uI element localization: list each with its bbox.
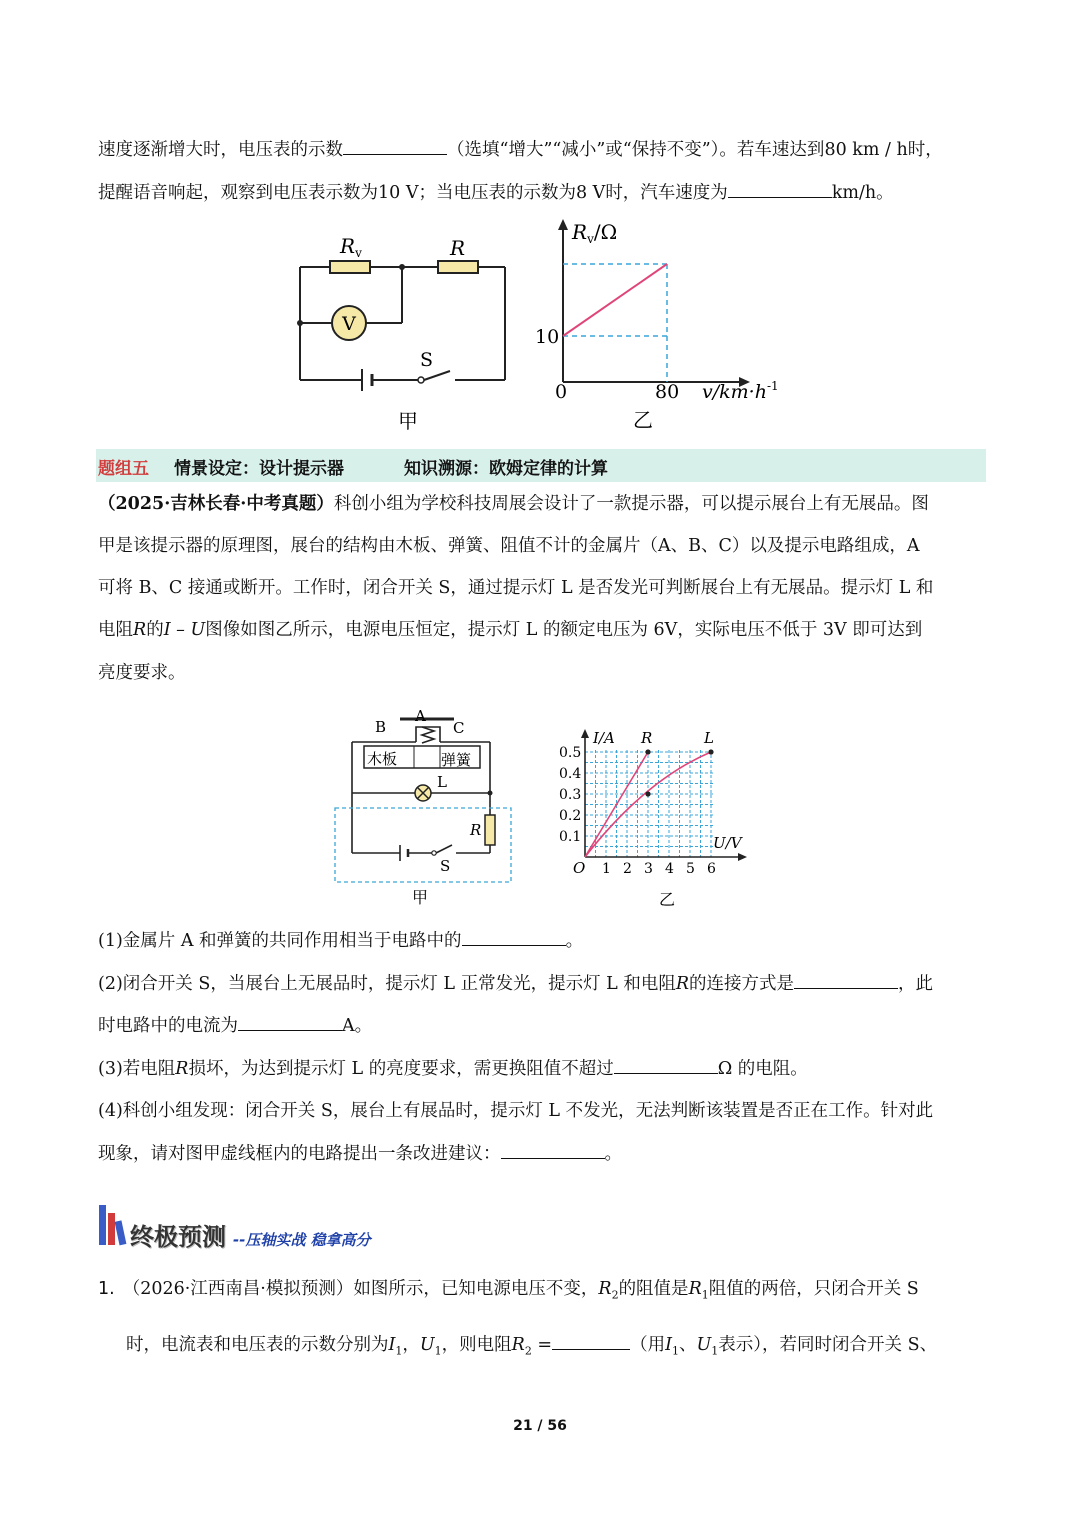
- question-1: [98, 920, 988, 962]
- stand-circuit-jia: [330, 705, 520, 910]
- figure-label: 甲: [398, 409, 418, 433]
- text: 图像如图乙所示，电源电压恒定，提示灯 L 的额定电压为 6V，实际电压不低于 3V 即可达到: [205, 620, 923, 640]
- answer-blank[interactable]: [728, 179, 832, 198]
- origin-label: 0: [555, 381, 568, 403]
- switch-contact: [432, 851, 436, 855]
- figure-label: 乙: [658, 890, 676, 909]
- question-4-line-2: [98, 1133, 988, 1175]
- text: 科创小组为学校科技周展会设计了一款提示器，可以提示展台上有无展品。图: [333, 494, 929, 514]
- text: 、: [679, 1335, 697, 1355]
- var-r2: $R_2$: [511, 1335, 532, 1358]
- var-r1: $R_1$: [688, 1279, 709, 1302]
- text: (3)若电阻: [98, 1059, 176, 1079]
- r-label: R: [450, 236, 466, 260]
- text: 损坏，为达到提示灯 L 的亮度要求，需更换阻值不超过: [188, 1059, 614, 1079]
- figure-label: 甲: [411, 888, 429, 907]
- y-tick-10: 10: [535, 326, 560, 348]
- text: 表示），若同时闭合开关 S、: [718, 1335, 938, 1355]
- lamp-label: L: [437, 773, 447, 791]
- var-i1: $I_1$: [388, 1335, 403, 1358]
- text: 时，: [907, 140, 943, 160]
- text: （2026·江西南昌·模拟预测）如图所示，已知电源电压不变，: [122, 1279, 599, 1299]
- resistor-rv: [330, 261, 370, 273]
- resistor-r: [485, 815, 495, 845]
- x-tick-label: 5: [686, 861, 695, 877]
- iu-graph-yi: [555, 725, 760, 910]
- junction-dot: [399, 264, 405, 270]
- text: 提醒语音响起，观察到电压表示数为: [98, 183, 378, 203]
- text: （选填“增大”“减小”或“保持不变”）。若车速达到: [447, 140, 825, 160]
- answer-blank[interactable]: [614, 1055, 718, 1074]
- intro-line-4: [98, 609, 988, 651]
- y-tick-label: 0.1: [559, 829, 582, 845]
- voltmeter-label: V: [342, 313, 356, 335]
- text: (1)金属片 A 和弹簧的共同作用相当于电路中的: [98, 931, 462, 951]
- text: 的: [146, 620, 164, 640]
- label-c: C: [453, 719, 465, 737]
- data-point: [645, 749, 650, 754]
- text: 。: [565, 931, 584, 951]
- var-r2: $R_2$: [598, 1279, 619, 1302]
- text: 速度逐渐增大时，电压表的示数: [98, 140, 343, 160]
- board-label: 木板: [367, 750, 398, 768]
- x-axis-arrow: [738, 853, 747, 861]
- y-axis-arrow: [581, 729, 589, 738]
- resistor-label: R: [470, 821, 482, 839]
- figure-label: 乙: [633, 408, 653, 432]
- data-point: [708, 749, 713, 754]
- var-r: R: [133, 620, 147, 640]
- x-tick-80: 80: [655, 381, 680, 403]
- text: km/h。: [831, 183, 894, 203]
- text: 10 V: [378, 183, 419, 203]
- answer-blank[interactable]: [462, 927, 566, 946]
- spring-label: 弹簧: [441, 751, 472, 769]
- x-axis-label: U/V: [713, 834, 742, 852]
- text: =: [531, 1335, 553, 1355]
- intro-line-5: 亮度要求。: [98, 663, 186, 683]
- rv-label: $R_v$: [340, 234, 362, 260]
- y-axis-label: I/A: [593, 729, 615, 747]
- x-tick-label: 3: [644, 861, 653, 877]
- x-tick-label: 2: [623, 861, 632, 877]
- text: Ω 的电阻。: [717, 1059, 808, 1079]
- origin-label: O: [573, 859, 586, 877]
- answer-blank[interactable]: [238, 1012, 342, 1031]
- scene-label: 情景设定：设计提示器: [174, 459, 344, 479]
- answer-blank[interactable]: [794, 970, 898, 989]
- text: ，此: [898, 974, 934, 994]
- text: 8 V: [575, 183, 606, 203]
- series-label-r: R: [641, 729, 653, 747]
- group-header-band: [96, 449, 986, 482]
- label-a: A: [415, 707, 426, 725]
- books-icon: [98, 1203, 134, 1247]
- intro-line-2: 甲是该提示器的原理图，展台的结构由木板、弹簧、阻值不计的金属片（A、B、C）以及提示电路组成，A: [98, 536, 920, 556]
- problem-1-line-1: [98, 1268, 988, 1317]
- x-tick-label: 6: [707, 861, 716, 877]
- question-3: [98, 1048, 988, 1090]
- resistor-r: [438, 261, 478, 273]
- problem-number: 1.: [98, 1279, 115, 1299]
- var-r: R: [675, 974, 690, 994]
- intro-line-1: [98, 483, 988, 525]
- text: A。: [342, 1016, 373, 1036]
- rv-line: [563, 264, 667, 336]
- text: 时，汽车速度为: [605, 183, 728, 203]
- var-u1: $U_1$: [419, 1335, 442, 1358]
- answer-blank[interactable]: [552, 1331, 630, 1350]
- text: 阻值的两倍，只闭合开关 S: [708, 1279, 919, 1299]
- page-number: 21 / 56: [513, 1418, 567, 1434]
- text: 。: [604, 1144, 622, 1164]
- text: 的阻值是: [618, 1279, 689, 1299]
- var-u1: $U_1$: [696, 1335, 719, 1358]
- answer-blank[interactable]: [343, 136, 447, 155]
- x-axis-label: $v/km\cdot h^{-1}$: [702, 379, 779, 403]
- y-tick-label: 0.5: [559, 745, 582, 761]
- data-point: [645, 791, 650, 796]
- section-title-text: 终极预测: [130, 1223, 226, 1251]
- circuit-diagram-jia: [290, 225, 520, 440]
- y-axis-arrow: [558, 219, 568, 230]
- text: 现象，请对图甲虚线框内的电路提出一条改进建议：: [98, 1144, 501, 1164]
- grid: [585, 750, 713, 857]
- question-line-1: [98, 129, 988, 171]
- question-line-2: [98, 172, 988, 214]
- question-2-line-2: [98, 1005, 988, 1047]
- text: ，则电阻: [441, 1335, 512, 1355]
- source-tag: （2025·吉林长春·中考真题）: [98, 494, 334, 514]
- y-tick-label: 0.3: [559, 787, 582, 803]
- var-i1: $I_1$: [665, 1335, 680, 1358]
- group-tag: 题组五: [98, 459, 149, 479]
- text: 时，电流表和电压表的示数分别为: [126, 1335, 389, 1355]
- switch-label: S: [440, 857, 451, 875]
- text: 时电路中的电流为: [98, 1016, 238, 1036]
- intro-line-3: 可将 B、C 接通或断开。工作时，闭合开关 S，通过提示灯 L 是否发光可判断展台上有无展品。提示灯 L 和: [98, 578, 934, 598]
- question-2-line-1: [98, 963, 988, 1005]
- series-label-l: L: [704, 729, 714, 747]
- rv-v-graph-yi: [530, 215, 800, 440]
- y-tick-label: 0.4: [559, 766, 582, 782]
- switch-contact: [418, 377, 424, 383]
- junction-dot: [488, 791, 493, 796]
- text: （用: [630, 1335, 666, 1355]
- text: ；当电压表的示数为: [418, 183, 576, 203]
- y-axis-label: $R_v/\Omega$: [572, 220, 618, 246]
- label-b: B: [375, 718, 387, 736]
- problem-1-line-2: [126, 1324, 1016, 1373]
- knowledge-label: 知识溯源：欧姆定律的计算: [404, 459, 608, 479]
- section-subtitle: --压轴实战 稳拿高分: [233, 1231, 371, 1249]
- junction-dot: [297, 320, 303, 326]
- x-tick-label: 4: [665, 861, 674, 877]
- x-tick-label: 1: [602, 861, 611, 877]
- text: ，: [402, 1335, 420, 1355]
- var-r: R: [175, 1059, 189, 1079]
- text: 电阻: [98, 620, 133, 640]
- text: 的连接方式是: [689, 974, 795, 994]
- text: 80 km / h: [824, 140, 908, 160]
- answer-blank[interactable]: [501, 1140, 605, 1159]
- y-tick-label: 0.2: [559, 808, 582, 824]
- switch-label: S: [420, 349, 434, 371]
- var-iu: I – U: [163, 620, 206, 640]
- text: (2)闭合开关 S，当展台上无展品时，提示灯 L 正常发光，提示灯 L 和电阻: [98, 974, 676, 994]
- question-4-line-1: (4)科创小组发现：闭合开关 S，展台上有展品时，提示灯 L 不发光，无法判断该装置是否正在工作。针对此: [98, 1101, 934, 1121]
